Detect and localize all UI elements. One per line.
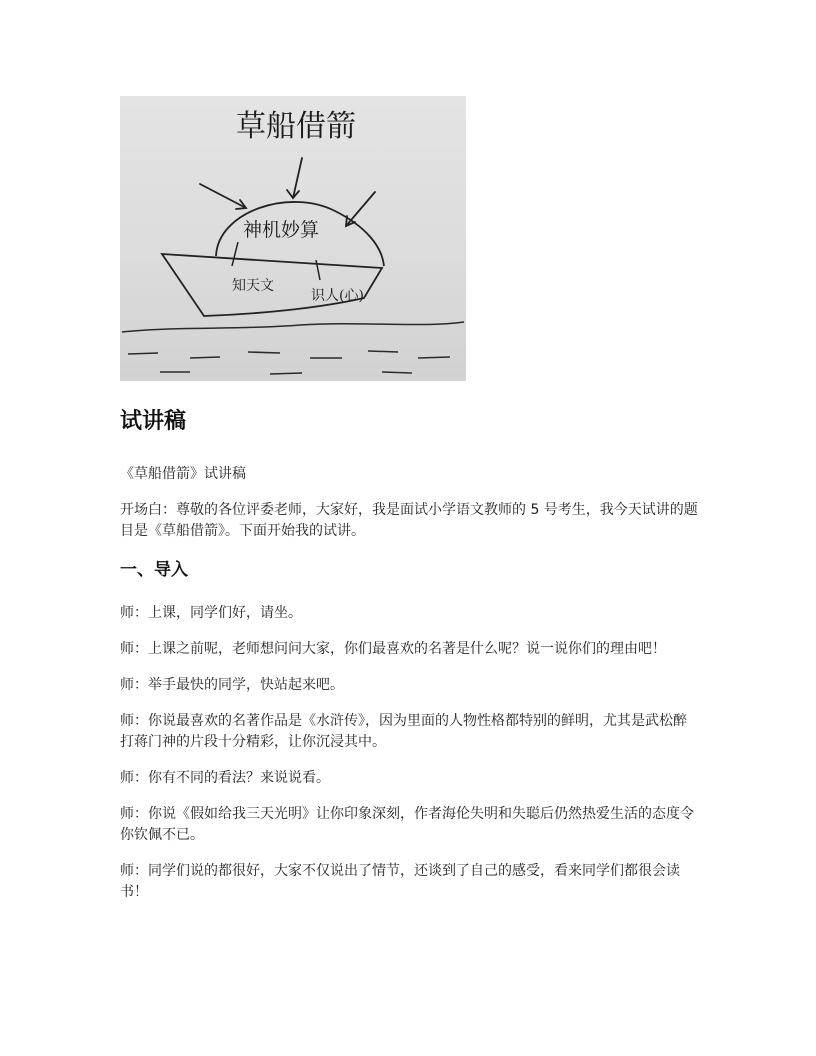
boat-label-right: 识人(心)	[311, 288, 364, 304]
blackboard-sketch-image	[120, 96, 466, 381]
document-subtitle: 《草船借箭》试讲稿	[120, 466, 246, 482]
wave-dash	[248, 352, 280, 353]
waves	[122, 322, 464, 374]
wave-dash	[128, 353, 158, 354]
wave-dash	[190, 357, 220, 358]
boat-sketch	[120, 96, 466, 381]
boat-label-left: 知天文	[232, 278, 274, 294]
paragraph: 师：举手最快的同学，快站起来吧。	[120, 677, 344, 693]
section-heading-intro: 一、导入	[120, 560, 188, 580]
sketch-title: 草船借箭	[236, 109, 356, 144]
wave-line-1	[122, 322, 464, 332]
paragraph: 师：同学们说的都很好，大家不仅说出了情节，还谈到了自己的感受，看来同学们都很会读书！	[120, 863, 680, 900]
wave-dash	[382, 372, 412, 373]
paragraph: 师：你说《假如给我三天光明》让你印象深刻，作者海伦失明和失聪后仍然热爱生活的态度令你钦佩不已。	[120, 806, 694, 843]
pointer-left	[232, 242, 238, 266]
paragraph: 师：上课，同学们好，请坐。	[120, 605, 302, 621]
document-title: 试讲稿	[120, 409, 187, 434]
arrows	[200, 158, 375, 226]
wave-dash	[270, 373, 302, 374]
intro-paragraph: 开场白：尊敬的各位评委老师，大家好，我是面试小学语文教师的 5 号考生，我今天试讲的题目是《草船借箭》。下面开始我的试讲。	[120, 502, 698, 539]
wave-dash	[368, 351, 398, 352]
pointer-right	[316, 260, 320, 280]
paragraph: 师：你说最喜欢的名著作品是《水浒传》，因为里面的人物性格都特别的鲜明，尤其是武松醉打蒋门神的片段十分精彩，让你沉浸其中。	[120, 713, 687, 750]
wave-dash	[418, 357, 450, 358]
dome-text: 神机妙算	[243, 219, 320, 241]
paragraph: 师：上课之前呢，老师想问问大家，你们最喜欢的名著是什么呢？说一说你们的理由吧！	[120, 641, 666, 657]
paragraph: 师：你有不同的看法？来说说看。	[120, 770, 330, 786]
arrow-left	[200, 184, 246, 208]
document-body	[120, 406, 700, 918]
